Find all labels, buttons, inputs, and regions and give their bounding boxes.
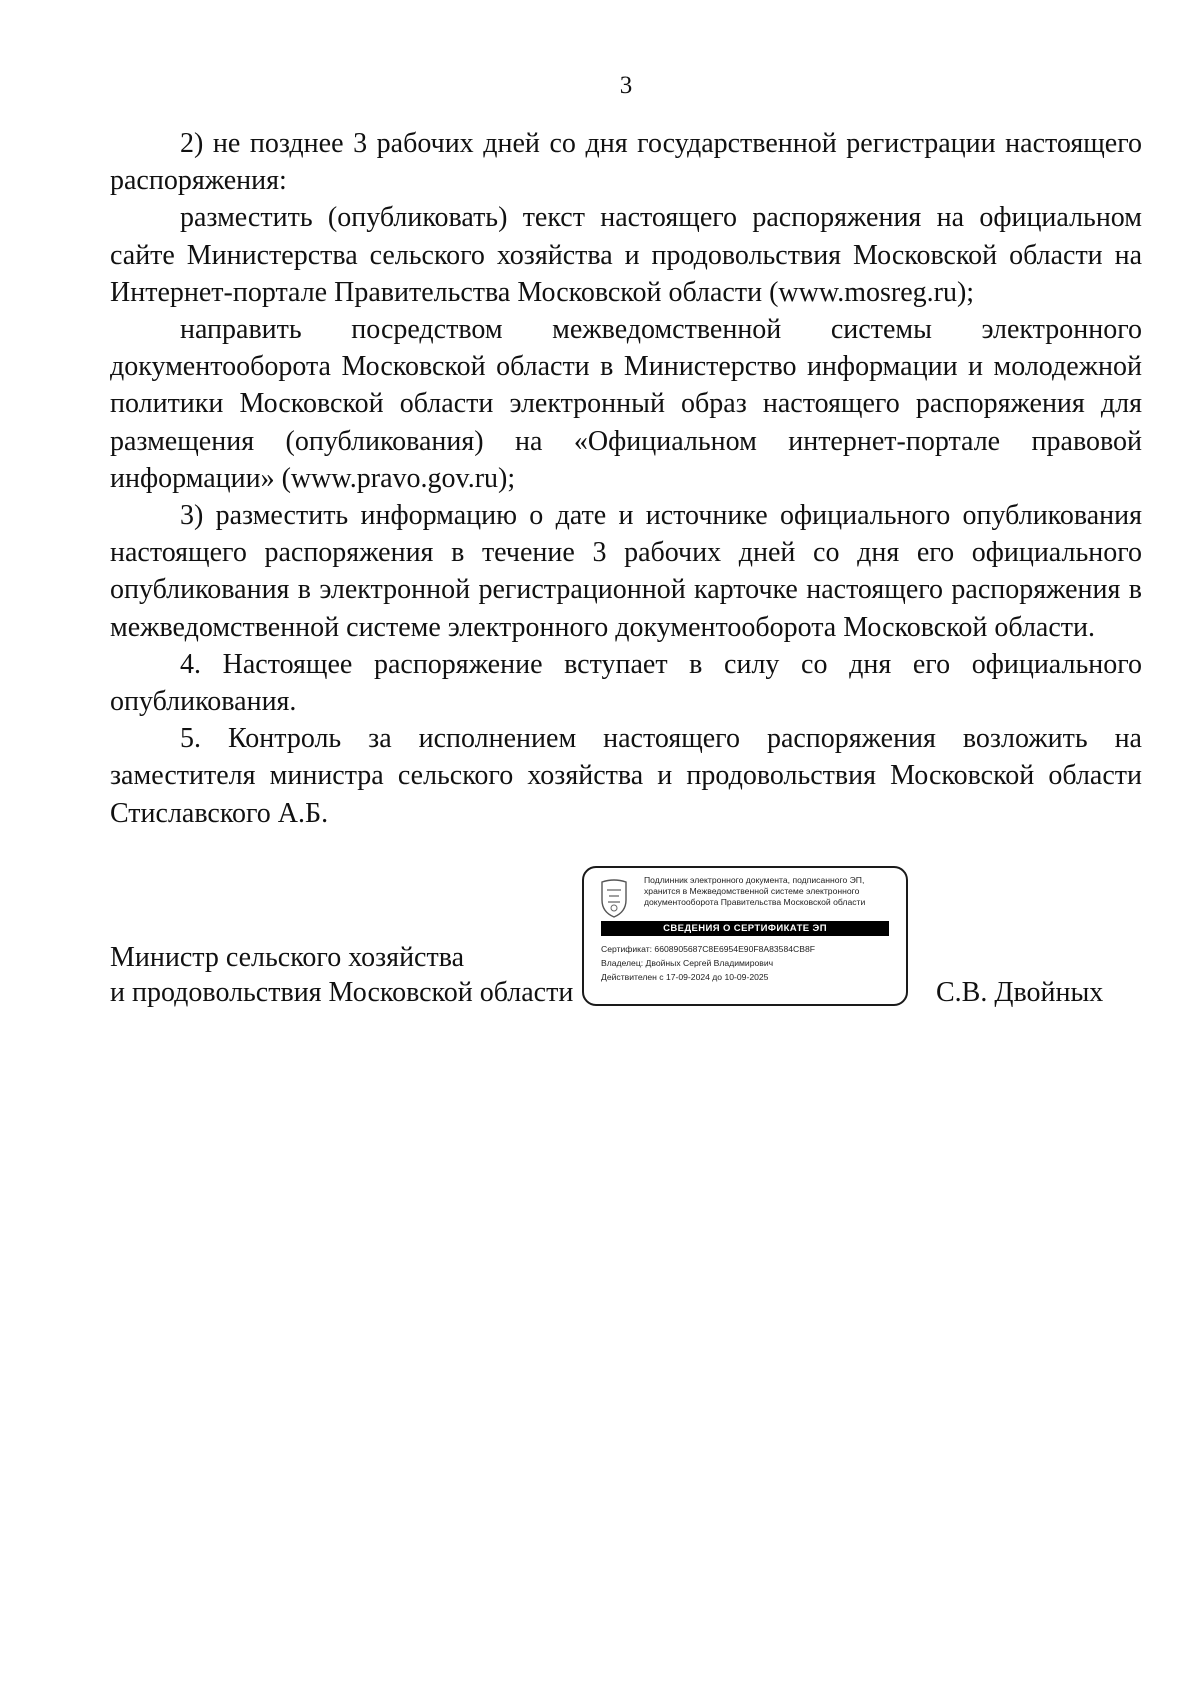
signatory-title-line1: Министр сельского хозяйства: [110, 942, 464, 973]
stamp-certificate: Сертификат: 6608905687C8E6954E90F8A83584CB8F: [601, 944, 815, 954]
paragraph-publish-site: разместить (опубликовать) текст настоящего распоряжения на официальном сайте Министерства сельского хозяйства и продовольствия Московской области на Интернет-портале Правительства Московской области (www.mosreg.ru);: [110, 202, 1142, 308]
paragraph-deadline: 2) не позднее 3 рабочих дней со дня государственной регистрации настоящего распоряжения:: [110, 128, 1142, 197]
coat-of-arms-icon: [596, 876, 632, 920]
stamp-notice-line2: хранится в Межведомственной системе электронного: [644, 886, 860, 896]
page-number: 3: [619, 72, 633, 99]
paragraph-entry-into-force: 4. Настоящее распоряжение вступает в силу со дня его официального опубликования.: [110, 648, 1142, 718]
signatory-name: С.В. Двойных: [936, 977, 1104, 1008]
stamp-header: СВЕДЕНИЯ О СЕРТИФИКАТЕ ЭП: [601, 921, 889, 936]
signatory-title: [110, 940, 573, 1010]
stamp-certificate-details: [601, 942, 901, 984]
stamp-notice-line3: документооборота Правительства Московской области: [644, 897, 866, 907]
electronic-signature-stamp: [582, 866, 908, 1006]
stamp-notice: [644, 875, 902, 908]
stamp-notice-line1: Подлинник электронного документа, подписанного ЭП,: [644, 875, 865, 885]
paragraph-publication-info: 3) разместить информацию о дате и источнике официального опубликования настоящего распоряжения в течение 3 рабочих дней со дня его официального опубликования в электронной регистрационной карточке настоящего распоряжения в межведомственной системе электронного документооборота Московской области.: [110, 500, 1142, 643]
paragraph-control: 5. Контроль за исполнением настоящего распоряжения возложить на заместителя министра сельского хозяйства и продовольствия Московской области Стиславского А.Б.: [110, 723, 1142, 829]
signatory-title-line2: и продовольствия Московской области: [110, 977, 574, 1008]
paragraph-send-portal: направить посредством межведомственной системы электронного документооборота Московской области в Министерство информации и молодежной политики Московской области электронный образ настоящего распоряжения для размещения (опубликования) на «Официальном интернет-портале правовой информации» (www.pravo.gov.ru);: [110, 314, 1142, 494]
stamp-owner: Владелец: Двойных Сергей Владимирович: [601, 958, 774, 968]
stamp-validity: Действителен с 17-09-2024 до 10-09-2025: [601, 972, 769, 982]
document-body: [110, 125, 1142, 832]
